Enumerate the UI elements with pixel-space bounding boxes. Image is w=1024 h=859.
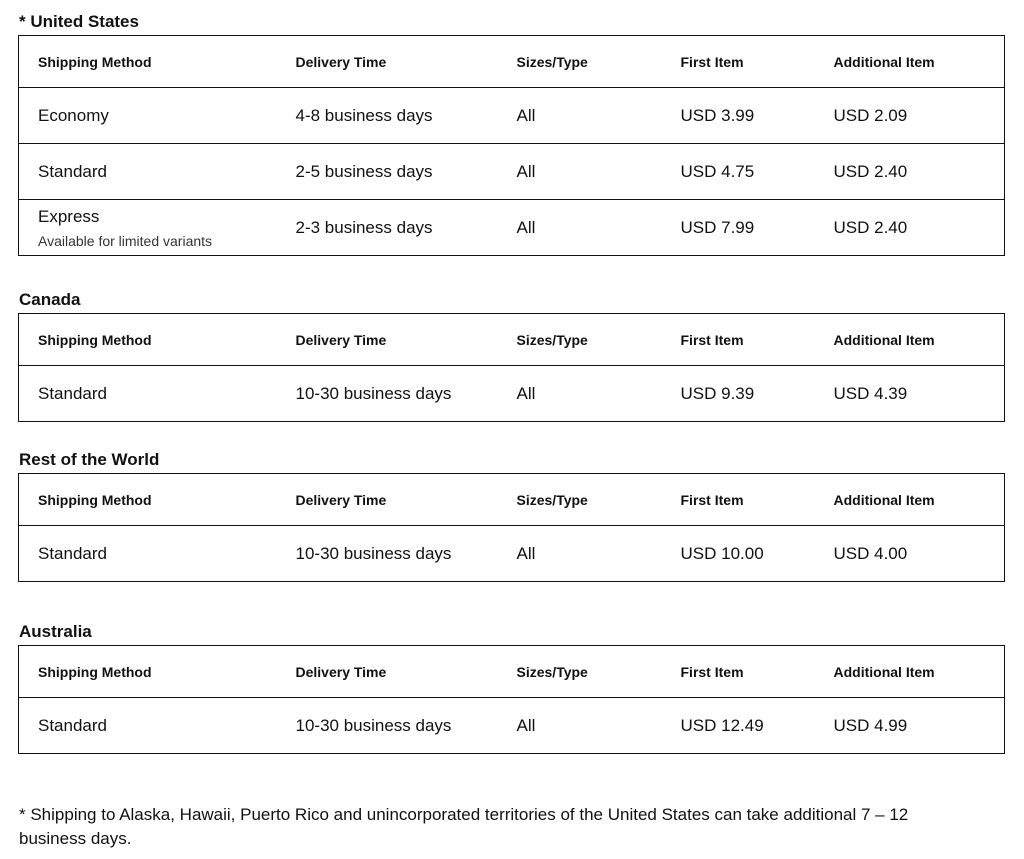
table-header-row (19, 646, 1005, 698)
table-row (19, 366, 1005, 422)
cell-method (19, 200, 296, 256)
cell-method (19, 526, 296, 582)
table-row (19, 526, 1005, 582)
method-label: Economy (38, 105, 109, 125)
cell-additional-item: USD 4.00 (834, 526, 1005, 582)
region-title-australia: Australia (19, 622, 92, 641)
cell-delivery: 10-30 business days (296, 366, 517, 422)
header-delivery-time: Delivery Time (296, 36, 517, 88)
cell-delivery: 4-8 business days (296, 88, 517, 144)
cell-first-item: USD 9.39 (681, 366, 834, 422)
cell-additional-item: USD 2.40 (834, 200, 1005, 256)
header-first-item: First Item (681, 36, 834, 88)
shipping-table-united-states (18, 35, 1005, 256)
header-additional-item: Additional Item (834, 474, 1005, 526)
cell-first-item: USD 3.99 (681, 88, 834, 144)
table-header-row (19, 474, 1005, 526)
cell-additional-item: USD 2.40 (834, 144, 1005, 200)
cell-delivery: 2-5 business days (296, 144, 517, 200)
region-title-united-states: * United States (19, 12, 139, 31)
cell-sizes: All (517, 200, 681, 256)
cell-method (19, 144, 296, 200)
method-label: Express (38, 206, 100, 226)
header-delivery-time: Delivery Time (296, 474, 517, 526)
table-row (19, 200, 1005, 256)
header-shipping-method: Shipping Method (19, 36, 296, 88)
cell-first-item: USD 12.49 (681, 698, 834, 754)
cell-sizes: All (517, 88, 681, 144)
cell-method (19, 698, 296, 754)
table-row (19, 144, 1005, 200)
region-title-rest-of-world: Rest of the World (19, 450, 160, 469)
cell-additional-item: USD 4.39 (834, 366, 1005, 422)
header-first-item: First Item (681, 314, 834, 366)
cell-sizes: All (517, 526, 681, 582)
cell-sizes: All (517, 366, 681, 422)
header-delivery-time: Delivery Time (296, 314, 517, 366)
table-header-row (19, 36, 1005, 88)
header-sizes-type: Sizes/Type (517, 314, 681, 366)
table-row (19, 88, 1005, 144)
region-title-canada: Canada (19, 290, 81, 309)
cell-additional-item: USD 4.99 (834, 698, 1005, 754)
header-sizes-type: Sizes/Type (517, 646, 681, 698)
method-label: Standard (38, 161, 107, 181)
cell-first-item: USD 4.75 (681, 144, 834, 200)
header-shipping-method: Shipping Method (19, 474, 296, 526)
cell-sizes: All (517, 698, 681, 754)
header-additional-item: Additional Item (834, 36, 1005, 88)
method-label: Standard (38, 383, 107, 403)
cell-additional-item: USD 2.09 (834, 88, 1005, 144)
header-additional-item: Additional Item (834, 646, 1005, 698)
shipping-table-australia (18, 645, 1005, 754)
header-first-item: First Item (681, 474, 834, 526)
table-row (19, 698, 1005, 754)
header-first-item: First Item (681, 646, 834, 698)
cell-method (19, 88, 296, 144)
cell-first-item: USD 10.00 (681, 526, 834, 582)
header-sizes-type: Sizes/Type (517, 474, 681, 526)
header-sizes-type: Sizes/Type (517, 36, 681, 88)
method-availability-note: Available for limited variants (38, 232, 213, 249)
cell-sizes: All (517, 144, 681, 200)
cell-first-item: USD 7.99 (681, 200, 834, 256)
cell-delivery: 2-3 business days (296, 200, 517, 256)
shipping-table-canada (18, 313, 1005, 422)
table-header-row (19, 314, 1005, 366)
method-label: Standard (38, 715, 107, 735)
cell-method (19, 366, 296, 422)
cell-delivery: 10-30 business days (296, 698, 517, 754)
shipping-table-rest-of-world (18, 473, 1005, 582)
header-shipping-method: Shipping Method (19, 646, 296, 698)
header-shipping-method: Shipping Method (19, 314, 296, 366)
method-label: Standard (38, 543, 107, 563)
header-additional-item: Additional Item (834, 314, 1005, 366)
shipping-footnote: * Shipping to Alaska, Hawaii, Puerto Rico and unincorporated territories of the United States can take additional 7 – 12 business days. (19, 805, 909, 848)
cell-delivery: 10-30 business days (296, 526, 517, 582)
header-delivery-time: Delivery Time (296, 646, 517, 698)
